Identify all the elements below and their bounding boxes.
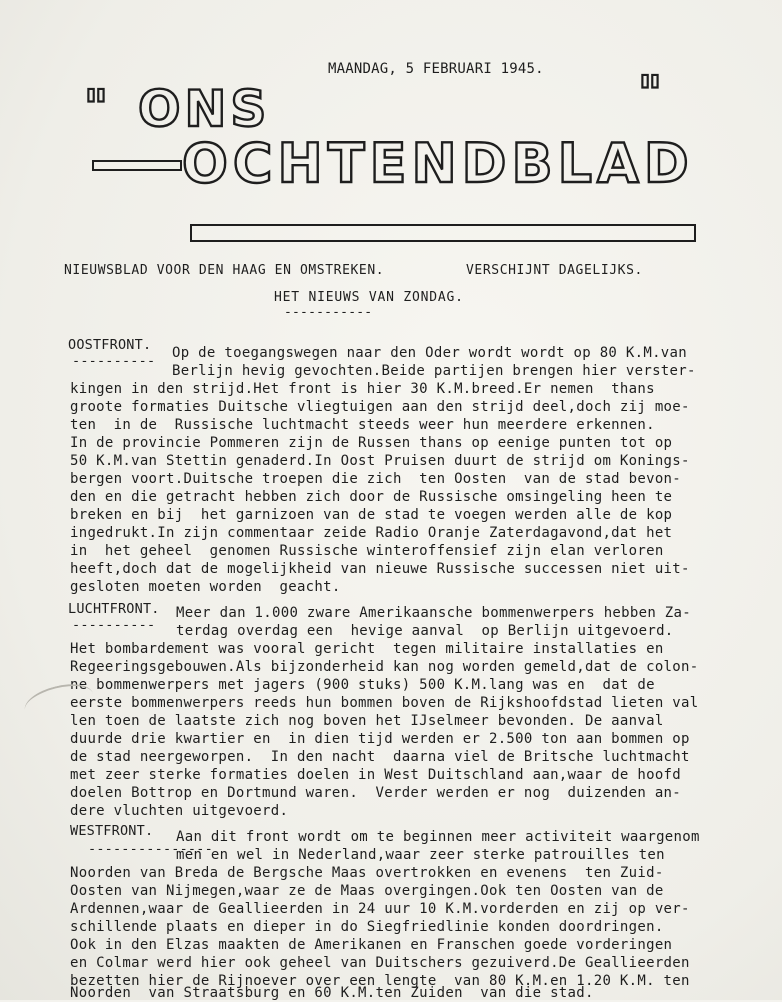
article-line: bergen voort.Duitsche troepen die zich ten Oosten van de stad bevon-: [70, 471, 682, 487]
article-line: len toen de laatste zich nog boven het IJselmeer bevonden. De aanval: [70, 713, 664, 729]
masthead-bar: [190, 224, 696, 242]
article-line: Noorden van Straatsburg en 60 K.M.ten Zuiden van die stad.: [70, 985, 594, 1001]
article-line: heeft,doch dat de mogelijkheid van nieuwe Russische successen niet uit-: [70, 561, 690, 577]
article-line: ne bommenwerpers met jagers (900 stuks) 500 K.M.lang was en dat de: [70, 677, 655, 693]
article-line: Ook in den Elzas maakten de Amerikanen en Franschen goede vorderingen: [70, 937, 673, 953]
article-line: de stad neergeworpen. In den nacht daarna viel de Britsche luchtmacht: [70, 749, 690, 765]
article-line: Noorden van Breda de Bergsche Maas overtrokken en evenens ten Zuid-: [70, 865, 664, 881]
article-line: met zeer sterke formaties doelen in West Duitschland aan,waar de hoofd: [70, 767, 682, 783]
subtitle: NIEUWSBLAD VOOR DEN HAAG EN OMSTREKEN.: [64, 263, 385, 278]
article-line: breken en bij het garnizoen van de stad te voegen werden alle de kop: [70, 507, 673, 523]
article-line: Berlijn hevig gevochten.Beide partijen brengen hier verster-: [172, 363, 696, 379]
article-line: Aan dit front wordt om te beginnen meer activiteit waargenom: [176, 829, 700, 845]
article-line: men en wel in Nederland,waar zeer sterke patrouilles ten: [176, 847, 665, 863]
news-title: HET NIEUWS VAN ZONDAG.: [274, 290, 464, 305]
article-line: Op de toegangswegen naar den Oder wordt wordt op 80 K.M.van: [172, 345, 687, 361]
article-line: kingen in den strijd.Het front is hier 30 K.M.breed.Er nemen thans: [70, 381, 655, 397]
article-line: gesloten moeten worden geacht.: [70, 579, 341, 595]
article-line: 50 K.M.van Stettin genaderd.In Oost Pruisen duurt de strijd om Konings-: [70, 453, 690, 469]
article-line: doelen Bottrop en Dortmund waren. Verder werden er nog duizenden an-: [70, 785, 682, 801]
news-title-underline: -----------: [284, 305, 373, 320]
article-line: den en die getracht hebben zich door de Russische omsingeling heen te: [70, 489, 673, 505]
article-line: eerste bommenwerpers reeds hun bommen boven de Rijkshoofdstad lieten val: [70, 695, 699, 711]
masthead-dash: [92, 160, 182, 171]
article-line: In de provincie Pommeren zijn de Russen thans op eenige punten tot op: [70, 435, 673, 451]
section-underline: ---------------: [88, 841, 213, 857]
article-line: in het geheel genomen Russische winteroffensief zijn elan verloren: [70, 543, 664, 559]
masthead-quote-close: ": [638, 66, 662, 120]
article-line: duurde drie kwartier en in dien tijd werden er 2.500 ton aan bommen op: [70, 731, 690, 747]
article-line: Het bombardement was vooral gericht tegen militaire installaties en: [70, 641, 664, 657]
article-line: terdag overdag een hevige aanval op Berlijn uitgevoerd.: [176, 623, 674, 639]
section-underline: ----------: [72, 353, 156, 369]
section-underline: ----------: [72, 617, 156, 633]
article-line: groote formaties Duitsche vliegtuigen aan den strijd deel,doch zij moe-: [70, 399, 690, 415]
article-line: Oosten van Nijmegen,waar ze de Maas overgingen.Ook ten Oosten van de: [70, 883, 664, 899]
masthead-title-line2: OCHTENDBLAD: [182, 132, 694, 195]
article-line: ingedrukt.In zijn commentaar zeide Radio Oranje Zaterdagavond,dat het: [70, 525, 673, 541]
article-line: schillende plaats en dieper in do Siegfriedlinie konden doordringen.: [70, 919, 664, 935]
article-line: Regeeringsgebouwen.Als bijzonderheid kan nog worden gemeld,dat de colon-: [70, 659, 699, 675]
section-heading-oostfront: OOSTFRONT.: [68, 337, 152, 353]
article-line: bezetten hier de Rijnoever over een lengte van 80 K.M.en 1.20 K.M. ten: [70, 973, 690, 989]
publication-frequency: VERSCHIJNT DAGELIJKS.: [466, 263, 643, 278]
article-line: Meer dan 1.000 zware Amerikaansche bommenwerpers hebben Za-: [176, 605, 691, 621]
issue-date: MAANDAG, 5 FEBRUARI 1945.: [328, 61, 544, 77]
section-heading-luchtfront: LUCHTFRONT.: [68, 601, 160, 617]
article-line: ten in de Russische luchtmacht steeds weer hun meerdere erkennen.: [70, 417, 655, 433]
section-heading-westfront: WESTFRONT.: [70, 823, 154, 839]
masthead-title-line1: ONS: [138, 80, 271, 138]
article-line: en Colmar werd hier ook geheel van Duitschers gezuiverd.De Geallieerden: [70, 955, 690, 971]
article-line: dere vluchten uitgevoerd.: [70, 803, 289, 819]
masthead-quote-open: ": [84, 80, 108, 134]
article-line: Ardennen,waar de Geallieerden in 24 uur 10 K.M.vorderden en zij op ver-: [70, 901, 690, 917]
